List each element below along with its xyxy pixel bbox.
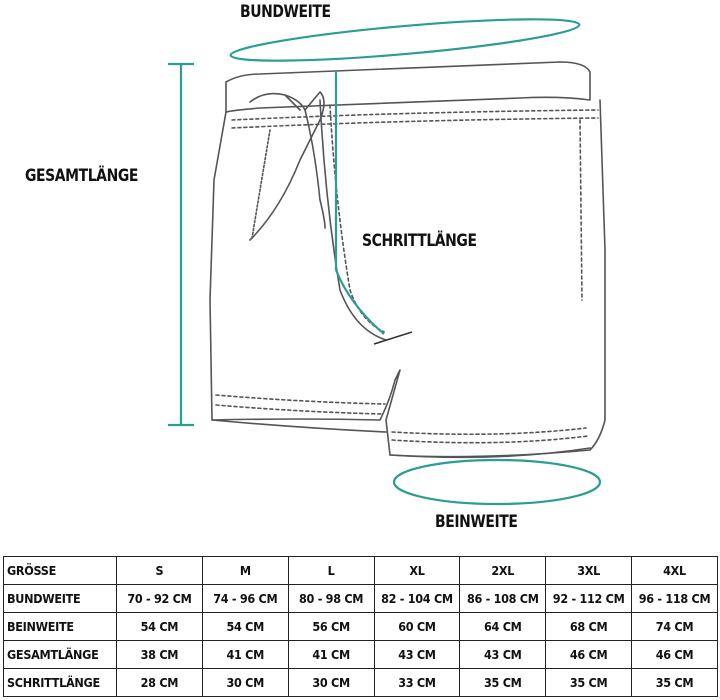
beinweite-measure-ring	[394, 460, 600, 504]
measure-name-cell: BEINWEITE	[4, 613, 117, 641]
table-cell: 46 CM	[632, 641, 718, 669]
table-cell: 28 CM	[117, 669, 203, 697]
table-cell: 43 CM	[460, 641, 546, 669]
measure-name-cell: GESAMTLÄNGE	[4, 641, 117, 669]
size-chart-table	[3, 556, 718, 697]
size-chart-body	[4, 557, 718, 697]
table-cell: 30 CM	[288, 669, 374, 697]
table-cell: 35 CM	[460, 669, 546, 697]
table-cell: 80 - 98 CM	[288, 585, 374, 613]
table-cell: 86 - 108 CM	[460, 585, 546, 613]
bundweite-label: BUNDWEITE	[240, 2, 331, 22]
table-cell: 96 - 118 CM	[632, 585, 718, 613]
measure-name-cell: SCHRITTLÄNGE	[4, 669, 117, 697]
table-cell: 74 CM	[632, 613, 718, 641]
table-cell: 54 CM	[202, 613, 288, 641]
table-row	[4, 641, 718, 669]
size-header-cell: GRÖSSE	[4, 557, 117, 585]
table-cell: 74 - 96 CM	[202, 585, 288, 613]
table-cell: 35 CM	[546, 669, 632, 697]
size-column-header: 4XL	[632, 557, 718, 585]
size-column-header: S	[117, 557, 203, 585]
table-cell: 54 CM	[117, 613, 203, 641]
table-cell: 82 - 104 CM	[374, 585, 460, 613]
table-cell: 30 CM	[202, 669, 288, 697]
table-cell: 33 CM	[374, 669, 460, 697]
size-column-header: XL	[374, 557, 460, 585]
table-row	[4, 613, 718, 641]
table-cell: 56 CM	[288, 613, 374, 641]
table-row	[4, 669, 718, 697]
table-cell: 41 CM	[288, 641, 374, 669]
table-cell: 35 CM	[632, 669, 718, 697]
size-column-header: L	[288, 557, 374, 585]
table-cell: 41 CM	[202, 641, 288, 669]
table-cell: 60 CM	[374, 613, 460, 641]
beinweite-label: BEINWEITE	[435, 512, 518, 532]
measure-name-cell: BUNDWEITE	[4, 585, 117, 613]
table-cell: 70 - 92 CM	[117, 585, 203, 613]
size-column-header: 3XL	[546, 557, 632, 585]
left-hem	[212, 420, 386, 432]
center-front-seam	[320, 100, 386, 340]
table-cell: 92 - 112 CM	[546, 585, 632, 613]
table-header-row	[4, 557, 718, 585]
waistband-outline	[226, 62, 590, 112]
table-cell: 46 CM	[546, 641, 632, 669]
gesamtlaenge-label: GESAMTLÄNGE	[25, 166, 138, 186]
table-cell: 43 CM	[374, 641, 460, 669]
table-cell: 64 CM	[460, 613, 546, 641]
drawstring	[250, 92, 325, 240]
schrittlaenge-label: SCHRITTLÄNGE	[362, 231, 477, 251]
shorts-body-outline	[210, 100, 605, 457]
table-cell: 38 CM	[117, 641, 203, 669]
table-cell: 68 CM	[546, 613, 632, 641]
size-column-header: 2XL	[460, 557, 546, 585]
table-row	[4, 585, 718, 613]
size-column-header: M	[202, 557, 288, 585]
